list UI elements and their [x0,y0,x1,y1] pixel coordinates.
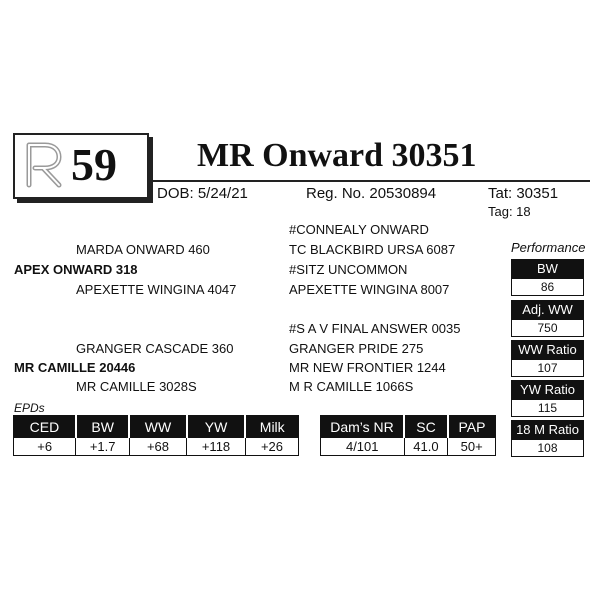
epd-value-bw: +1.7 [76,438,130,456]
pedigree-ss: MARDA ONWARD 460 [76,242,210,257]
perf-yw-ratio [511,380,584,417]
epd-header-ced: CED [14,416,76,438]
epd-value-ww: +68 [129,438,186,456]
dam-nr-header: Dam’s NR [321,416,405,438]
pedigree-sire: APEX ONWARD 318 [14,262,138,277]
pedigree-dam: MR CAMILLE 20446 [14,360,136,375]
dob: DOB: 5/24/21 [157,185,248,202]
epd-header-bw: BW [76,416,130,438]
lot-number-box [13,133,149,199]
epd-value-yw: +118 [187,438,246,456]
perf-18m-ratio-label: 18 M Ratio [511,420,584,440]
perf-18m-ratio [511,420,584,457]
registration-number: Reg. No. 20530894 [306,185,437,202]
pedigree-ddd: M R CAMILLE 1066S [289,379,414,394]
pedigree-sd: APEXETTE WINGINA 4047 [76,282,237,297]
animal-name: MR Onward 30351 [197,137,477,174]
pedigree-ds: GRANGER CASCADE 360 [76,341,234,356]
dam-stats-table [320,415,496,456]
perf-yw-ratio-label: YW Ratio [511,380,584,400]
perf-adj-ww [511,300,584,337]
perf-adj-ww-label: Adj. WW [511,300,584,320]
perf-ww-ratio-label: WW Ratio [511,340,584,360]
pedigree-dsd: GRANGER PRIDE 275 [289,341,424,356]
tattoo: Tat: 30351 [488,185,559,202]
r-brand-logo-icon [21,139,67,191]
perf-ww-ratio [511,340,584,377]
sc-value: 41.0 [404,438,448,456]
pap-value: 50+ [448,438,496,456]
pedigree-ssd: TC BLACKBIRD URSA 6087 [289,242,456,257]
performance-label: Performance [511,240,586,255]
lot-number: 59 [71,139,117,190]
sc-header: SC [404,416,448,438]
perf-18m-ratio-value: 108 [511,440,584,457]
epd-header-yw: YW [187,416,246,438]
epd-table [13,415,299,456]
pedigree-sds: #SITZ UNCOMMON [289,262,408,277]
perf-yw-ratio-value: 115 [511,400,584,417]
epd-header-ww: WW [129,416,186,438]
epd-value-milk: +26 [245,438,298,456]
perf-bw [511,259,584,296]
tag-number: Tag: 18 [488,204,531,219]
dam-nr-value: 4/101 [321,438,405,456]
pedigree-dds: MR NEW FRONTIER 1244 [289,360,446,375]
pedigree-dd: MR CAMILLE 3028S [76,379,197,394]
epd-value-ced: +6 [14,438,76,456]
pedigree-sdd: APEXETTE WINGINA 8007 [289,282,450,297]
perf-ww-ratio-value: 107 [511,360,584,377]
title-divider [147,180,590,182]
perf-bw-value: 86 [511,279,584,296]
pedigree-dss: #S A V FINAL ANSWER 0035 [289,321,461,336]
pedigree-sss: #CONNEALY ONWARD [289,222,429,237]
epd-header-milk: Milk [245,416,298,438]
perf-adj-ww-value: 750 [511,320,584,337]
perf-bw-label: BW [511,259,584,279]
pap-header: PAP [448,416,496,438]
epds-label: EPDs [14,401,45,415]
